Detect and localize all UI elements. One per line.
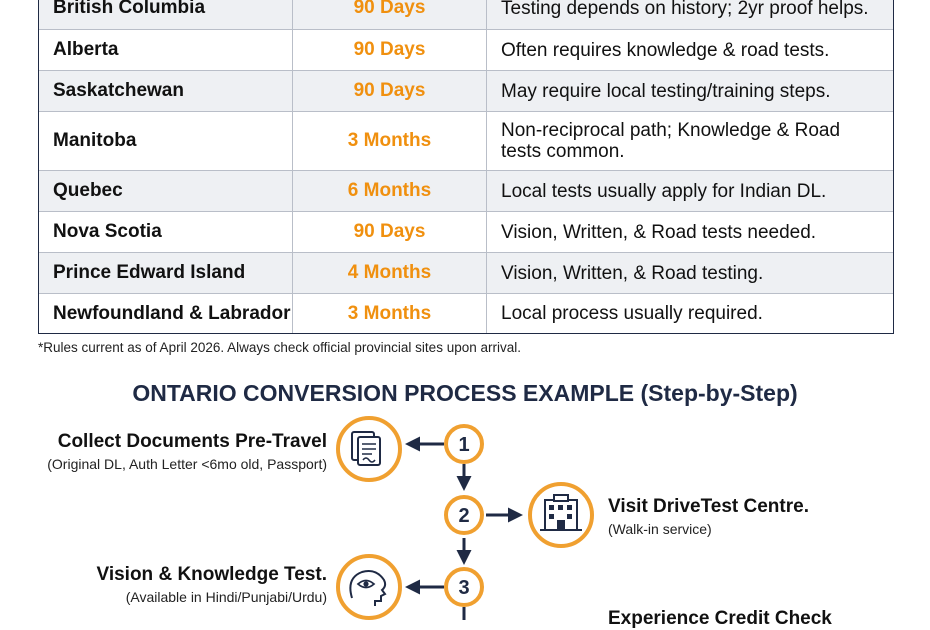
step-1-text xyxy=(47,431,327,472)
period-cell: 6 Months xyxy=(293,171,487,211)
notes-cell: Local process usually required. xyxy=(501,303,763,324)
period-cell: 4 Months xyxy=(293,253,487,293)
step-3-text xyxy=(97,564,328,605)
step-3-number: 3 xyxy=(458,577,470,599)
eye-head-icon xyxy=(338,556,400,618)
step-3-title: Vision & Knowledge Test. xyxy=(96,564,327,585)
period-cell: 90 Days xyxy=(293,30,487,70)
province-cell: Newfoundland & Labrador xyxy=(39,294,293,333)
province-cell: Alberta xyxy=(39,30,293,70)
notes-cell: Often requires knowledge & road tests. xyxy=(501,39,830,61)
step-2-number: 2 xyxy=(458,505,470,527)
step-4-title: Experience Credit Check xyxy=(608,608,832,629)
step-1-title: Collect Documents Pre-Travel xyxy=(57,431,327,452)
documents-icon xyxy=(338,418,400,480)
period-cell: 3 Months xyxy=(293,294,487,333)
notes-cell: Vision, Written, & Road tests needed. xyxy=(501,221,817,243)
step-2-title: Visit DriveTest Centre. xyxy=(608,496,809,517)
footnote: *Rules current as of April 2026. Always check official provincial sites upon arrival. xyxy=(38,340,521,355)
notes-cell: May require local testing/training steps. xyxy=(501,80,831,102)
period-cell: 3 Months xyxy=(293,112,487,170)
province-cell: Quebec xyxy=(39,171,293,211)
step-1-circle xyxy=(446,426,482,462)
step-2-detail: (Walk-in service) xyxy=(608,521,712,537)
process-title: ONTARIO CONVERSION PROCESS EXAMPLE (Step-by-Step) xyxy=(132,380,798,406)
period-cell: 90 Days xyxy=(293,0,487,29)
province-cell: Prince Edward Island xyxy=(39,253,293,293)
province-cell: British Columbia xyxy=(39,0,293,29)
notes-cell: Testing depends on history; 2yr proof helps. xyxy=(501,0,869,19)
step-1-number: 1 xyxy=(458,434,470,456)
province-cell: Nova Scotia xyxy=(39,212,293,252)
notes-cell: Local tests usually apply for Indian DL. xyxy=(501,180,827,202)
period-cell: 90 Days xyxy=(293,212,487,252)
step-2-text xyxy=(608,496,809,537)
notes-cell: Vision, Written, & Road testing. xyxy=(501,262,764,284)
period-cell: 90 Days xyxy=(293,71,487,111)
step-4-text xyxy=(608,608,832,630)
notes-cell: Non-reciprocal path; Knowledge & Road tests common. xyxy=(501,120,841,162)
province-cell: Saskatchewan xyxy=(39,71,293,111)
province-cell: Manitoba xyxy=(39,112,293,170)
step-2-circle xyxy=(446,497,482,533)
step-1-detail: (Original DL, Auth Letter <6mo old, Passport) xyxy=(47,456,327,472)
step-3-circle xyxy=(446,569,482,605)
building-icon xyxy=(530,484,592,546)
step-3-detail: (Available in Hindi/Punjabi/Urdu) xyxy=(125,589,327,605)
